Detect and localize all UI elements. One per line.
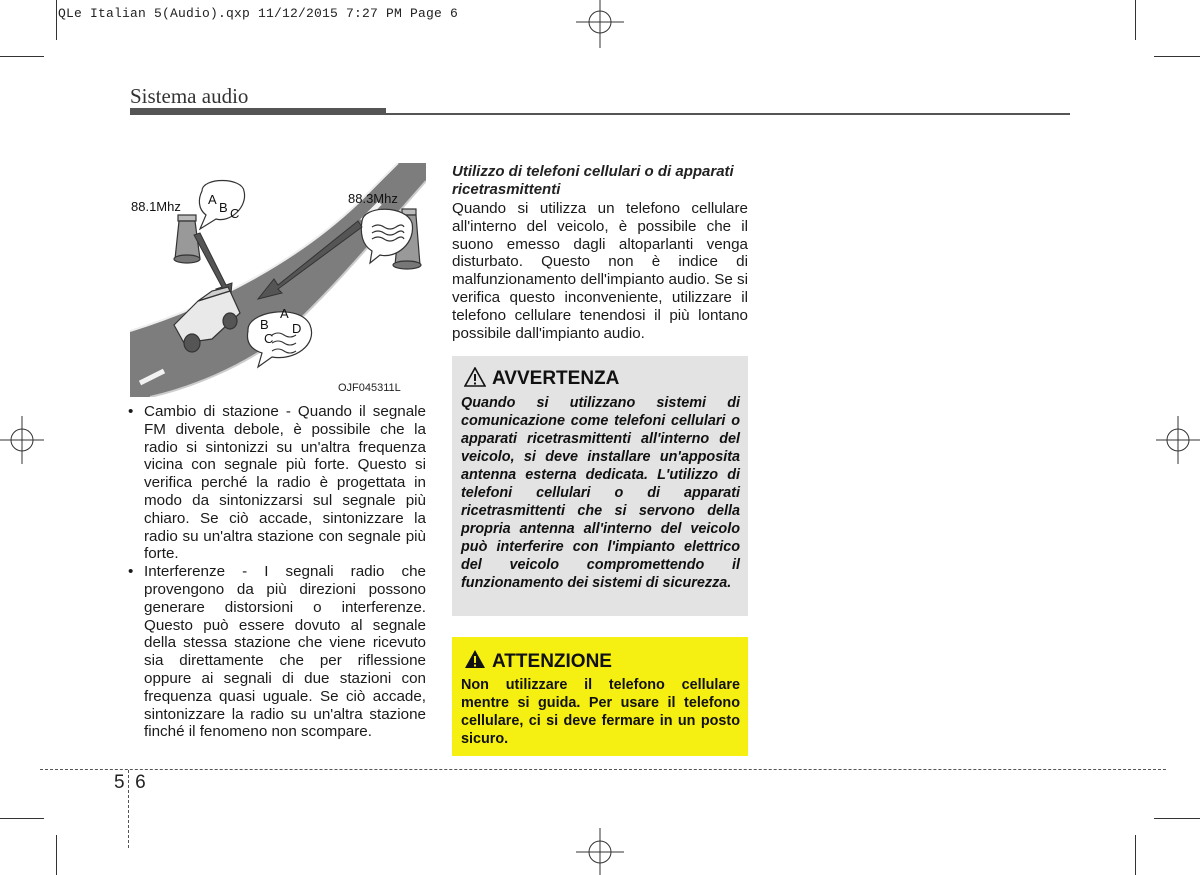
header-rule-thick	[130, 108, 386, 115]
header-rule-thin	[386, 113, 1070, 115]
print-slug: QLe Italian 5(Audio).qxp 11/12/2015 7:27 PM Page 6	[58, 6, 459, 21]
warning-title: AVVERTENZA	[492, 368, 620, 389]
bubble-letter-c: C	[230, 206, 240, 221]
bullet-station-change: • Cambio di stazione - Quando il segnale FM diventa debole, è possibile che la radio si sintonizzi su un'altra frequenza vicina con segnale più forte. Questo si verifica perché la radio è progettata in modo da sintonizzarsi sul segnale più chiaro. Se ciò accade, sintonizzare la radio su un'altra stazione con segnale più forte.	[144, 403, 426, 563]
caution-box	[452, 637, 748, 756]
figure-code: OJF045311L	[338, 382, 401, 394]
subsection-heading: Utilizzo di telefoni cellulari o di apparati ricetrasmittenti	[452, 163, 734, 198]
bubble-letter-a: A	[208, 192, 217, 207]
bullet-interference: • Interferenze - I segnali radio che provengono da più direzioni possono generare distorsioni o interferenze. Questo può essere dovuto al segnale della stessa stazione che viene ricevuto sia direttamente che per riflessione oppure ai segnali di due stazioni con frequenza quasi uguale. Se ciò accade, sintonizzare la radio su un'altra stazione finché il fenomeno non scompare.	[144, 563, 426, 741]
footer-dashed-rule	[40, 769, 1166, 770]
radio-reception-illustration	[130, 163, 426, 397]
section-title: Sistema audio	[130, 84, 249, 108]
frequency-label-left: 88.1Mhz	[131, 199, 181, 214]
registration-mark-left	[0, 410, 44, 470]
subsection-body: Quando si utilizza un telefono cellulare all'interno del veicolo, è possibile che il suono emesso dagli altoparlanti venga disturbato. Questo non è indice di malfunzionamento dell'impianto audio. Se si verifica questo inconveniente, utilizzare il telefono cellulare tenendosi il più lontano possibile dall'impianto audio.	[452, 200, 748, 342]
warning-box	[452, 356, 748, 616]
warning-text: Quando si utilizzano sistemi di comunicazione come telefoni cellulari o apparati ricetrasmittenti all'interno del veicolo, si deve installare un'apposita antenna esterna dedicata. L'utilizzo di telefoni cellulari o di apparati ricetrasmittenti che si servono della propria antenna all'interno del veicolo può interferire con l'impianto elettrico del veicolo compromettendo il funzionamento dei sistemi di sicurezza.	[461, 395, 740, 591]
caution-title: ATTENZIONE	[492, 651, 612, 672]
car-bubble-letter-d: D	[292, 321, 302, 336]
frequency-label-right: 88.3Mhz	[348, 191, 398, 206]
registration-mark-right	[1156, 410, 1200, 470]
bullet-list	[126, 403, 426, 741]
page-number: 5 6	[114, 772, 146, 793]
caution-triangle-icon	[464, 649, 486, 669]
car-bubble-letter-b: B	[260, 317, 269, 332]
caution-text: Non utilizzare il telefono cellulare mentre si guida. Per usare il telefono cellulare, ci si deve fermare in un posto sicuro.	[461, 677, 740, 747]
registration-mark-top	[570, 0, 630, 50]
car-bubble-letter-a: A	[280, 306, 289, 321]
registration-mark-bottom	[570, 826, 630, 875]
car-bubble-letter-c: C	[264, 331, 274, 346]
bubble-letter-b: B	[219, 200, 228, 215]
warning-triangle-icon	[464, 367, 486, 387]
